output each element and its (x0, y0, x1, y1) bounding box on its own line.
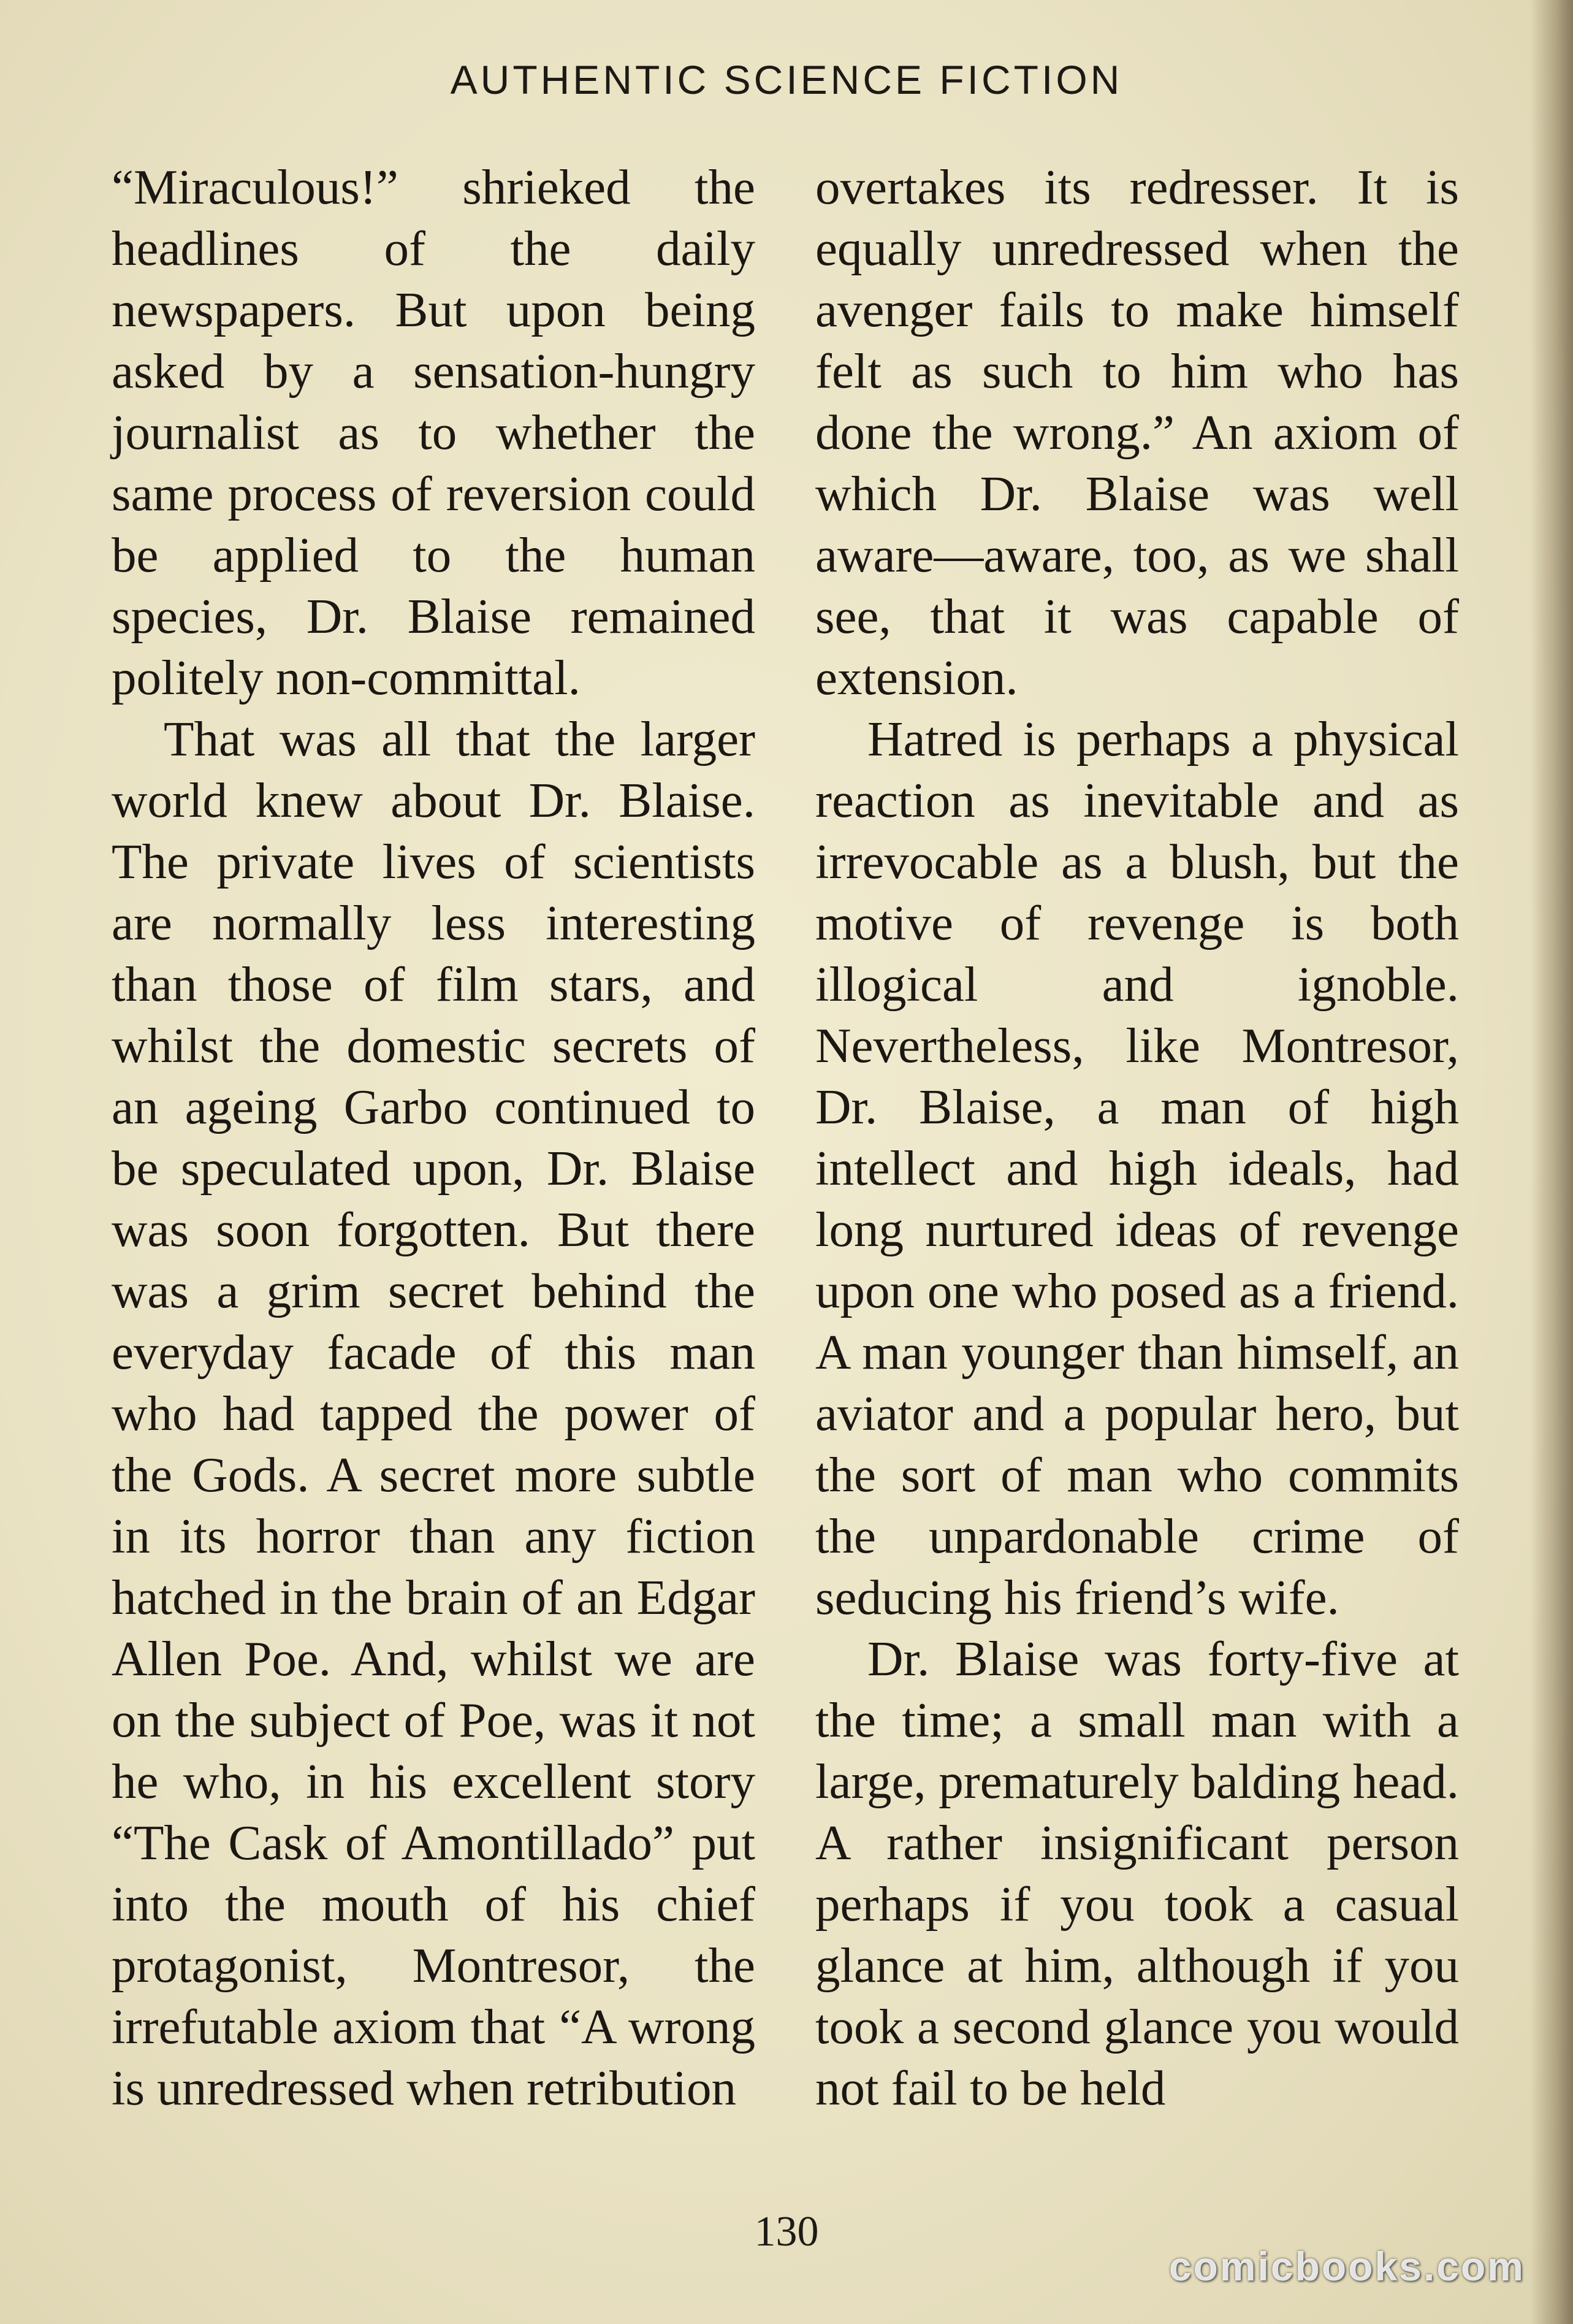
binding-shadow (1530, 0, 1573, 2324)
running-head: AUTHENTIC SCIENCE FICTION (450, 57, 1123, 102)
paragraph: overtakes its redresser. It is equally unredressed when the avenger fails to make himself felt as such to him who has done the wrong.” An axiom of which Dr. Blaise was well aware—aware, too, as we shall see, that it was capable of extension. (815, 159, 1459, 705)
watermark: comicbooks.com (1168, 2244, 1525, 2289)
paragraph: “Miraculous!” shrieked the headlines of the daily newspapers. But upon being asked by a sensation-hungry journalist as to whether the same process of reversion could be applied to the human species, Dr. Blaise remained politely non-committal. (112, 159, 755, 705)
paragraph: That was all that the larger world knew about Dr. Blaise. The private lives of scientists are normally less interesting than those of film stars, and whilst the domestic secrets of an ageing Garbo continued to be speculated upon, Dr. Blaise was soon forgotten. But there was a grim secret behind the everyday facade of this man who had tapped the power of the Gods. A secret more subtle in its horror than any fiction hatched in the brain of an Edgar Allen Poe. And, whilst we are on the subject of Poe, was it not he who, in his excellent story “The Cask of Amontillado” put into the mouth of his chief protagonist, Montresor, the irrefutable axiom that “A wrong is unredressed when retribution (112, 711, 755, 2116)
paragraph: Dr. Blaise was forty-five at the time; a small man with a large, prematurely balding head. A rather insignificant person perhaps if you took a casual glance at him, although if you took a second glance you would not fail to be held (815, 1631, 1459, 2116)
page-number: 130 (754, 2208, 819, 2255)
paragraph: Hatred is perhaps a physical reaction as inevitable and as irrevocable as a blush, but the motive of revenge is both illogical and ignoble. Nevertheless, like Montresor, Dr. Blaise, a man of high intellect and high ideals, had long nurtured ideas of revenge upon one who posed as a friend. A man younger than himself, an aviator and a popular hero, but the sort of man who commits the unpardonable crime of seducing his friend’s wife. (815, 711, 1459, 1625)
right-column (815, 156, 1459, 2119)
left-column (112, 156, 755, 2119)
